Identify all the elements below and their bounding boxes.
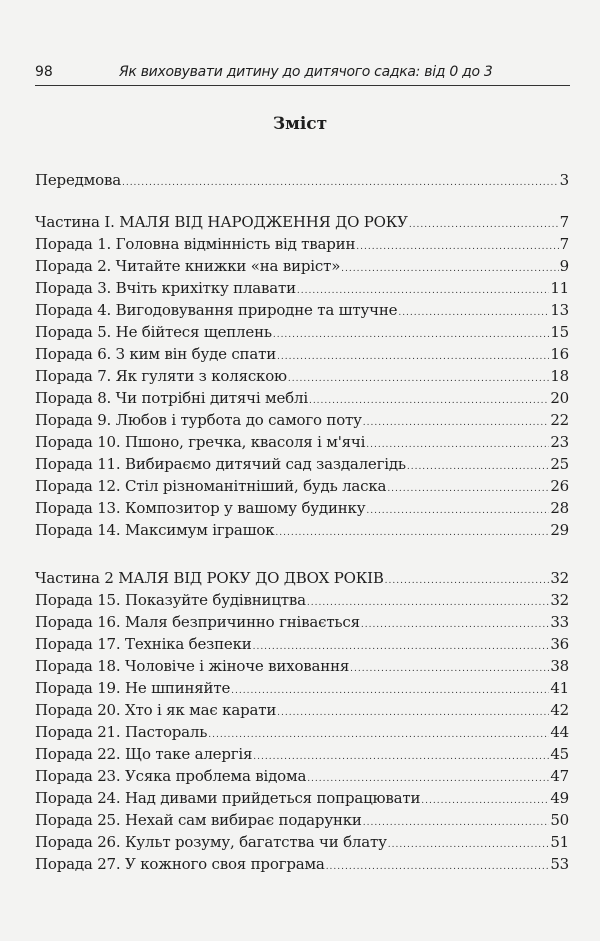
dot-leader [388,834,550,856]
toc-entry-title: Передмова [35,171,121,189]
toc-entry [35,567,569,589]
toc-entry [35,519,569,541]
toc-entry-title: Порада 18. Чоловіче і жіноче виховання [35,657,350,675]
toc-entry [35,255,569,277]
toc-entry-page: 42 [550,701,569,719]
toc-entry-page: 11 [550,279,569,297]
toc-entry-page: 28 [550,499,569,517]
dot-leader [356,236,558,258]
toc-entry-page: 32 [550,591,569,609]
toc-entry-title: Порада 12. Стіл різноманітніший, будь ласка [35,477,387,495]
toc-entry-page: 32 [550,569,569,587]
dot-leader [421,790,549,812]
page-number: 98 [35,64,53,80]
toc-entry-title: Порада 4. Вигодовування природне та штучне [35,301,398,319]
dot-leader [407,456,549,478]
dot-leader [231,680,549,702]
toc-entry [35,721,569,743]
toc-section-part-2 [35,567,569,875]
dot-leader [350,658,549,680]
toc-entry [35,321,569,343]
running-header [35,63,570,86]
toc-entry-page: 50 [550,811,569,829]
toc-entry-title: Порада 25. Нехай сам вибирає подарунки [35,811,362,829]
toc-entry-page: 47 [550,767,569,785]
toc-entry-title: Частина І. МАЛЯ ВІД НАРОДЖЕННЯ ДО РОКУ [35,213,408,231]
toc-entry-page: 51 [550,833,569,851]
toc-entry-page: 44 [550,723,569,741]
dot-leader [122,172,559,194]
dot-leader [277,346,549,368]
dot-leader [208,724,549,746]
toc-entry-page: 29 [550,521,569,539]
toc-entry [35,765,569,787]
dot-leader [363,812,550,834]
toc-entry [35,365,569,387]
dot-leader [363,412,550,434]
toc-entry-page: 25 [550,455,569,473]
dot-leader [361,614,549,636]
toc-entry-title: Порада 20. Хто і як має карати [35,701,277,719]
toc-entry-page: 36 [550,635,569,653]
toc-entry [35,743,569,765]
toc-entry-title: Порада 5. Не бійтеся щеплень [35,323,272,341]
toc-entry [35,475,569,497]
toc-entry [35,633,569,655]
toc-entry-title: Порада 2. Читайте книжки «на виріст» [35,257,341,275]
toc-entry [35,299,569,321]
toc-entry-title: Порада 1. Головна відмінність від тварин [35,235,356,253]
dot-leader [385,570,550,592]
toc-entry [35,677,569,699]
toc-section-preface [35,169,569,191]
toc-entry [35,497,569,519]
dot-leader [366,500,549,522]
dot-leader [288,368,549,390]
toc-entry-title: Порада 13. Композитор у вашому будинку [35,499,366,517]
dot-leader [341,258,558,280]
toc-entry-page: 7 [559,213,569,231]
toc-entry-title: Порада 7. Як гуляти з коляскою [35,367,287,385]
toc-entry-title: Частина 2 МАЛЯ ВІД РОКУ ДО ДВОХ РОКІВ [35,569,384,587]
toc-entry-page: 9 [559,257,569,275]
toc-entry-page: 13 [550,301,569,319]
toc-entry [35,611,569,633]
toc-entry [35,655,569,677]
toc-entry-page: 7 [559,235,569,253]
dot-leader [277,702,549,724]
toc-section-part-1 [35,211,569,541]
toc-entry [35,853,569,875]
dot-leader [409,214,559,236]
dot-leader [387,478,549,500]
toc-entry [35,211,569,233]
toc-entry-title: Порада 22. Що таке алергія [35,745,253,763]
toc-entry [35,831,569,853]
toc-entry [35,809,569,831]
toc-entry [35,453,569,475]
toc-entry-page: 18 [550,367,569,385]
toc-entry-title: Порада 27. У кожного своя програма [35,855,325,873]
toc-entry-title: Порада 23. Усяка проблема відома [35,767,307,785]
toc-entry-title: Порада 21. Пастораль [35,723,208,741]
toc-entry-title: Порада 10. Пшоно, гречка, квасоля і м'ячі [35,433,366,451]
toc-entry-title: Порада 15. Показуйте будівництва [35,591,306,609]
toc-entry-page: 23 [550,433,569,451]
toc-entry-title: Порада 16. Маля безпричинно гнівається [35,613,360,631]
toc-entry [35,409,569,431]
toc-entry-title: Порада 17. Техніка безпеки [35,635,252,653]
dot-leader [273,324,549,346]
toc-entry-title: Порада 19. Не шпиняйте [35,679,231,697]
dot-leader [398,302,549,324]
dot-leader [326,856,550,878]
toc-entry [35,387,569,409]
toc-entry-page: 53 [550,855,569,873]
toc-entry [35,233,569,255]
toc-entry-page: 49 [550,789,569,807]
toc-entry-title: Порада 24. Над дивами прийдеться попрацювати [35,789,421,807]
toc-entry-page: 16 [550,345,569,363]
toc-entry-title: Порада 6. З ким він буде спати [35,345,276,363]
toc-entry-page: 15 [550,323,569,341]
toc-entry [35,343,569,365]
toc-entry [35,787,569,809]
toc-entry-page: 38 [550,657,569,675]
toc-entry-page: 20 [550,389,569,407]
toc-entry [35,277,569,299]
toc-entry [35,699,569,721]
toc-title: Зміст [272,114,328,134]
toc-entry-title: Порада 14. Максимум іграшок [35,521,275,539]
toc-entry-page: 41 [550,679,569,697]
toc-entry-title: Порада 11. Вибираємо дитячий сад заздалегідь [35,455,406,473]
toc-entry-title: Порада 3. Вчіть крихітку плавати [35,279,296,297]
book-title: Як виховувати дитину до дитячого садка: від 0 до 3 [119,64,493,80]
dot-leader [275,522,549,544]
toc-entry [35,169,569,191]
toc-entry [35,431,569,453]
toc-entry-page: 45 [550,745,569,763]
toc-entry-page: 22 [550,411,569,429]
toc-entry-title: Порада 9. Любов і турбота до самого поту [35,411,362,429]
toc-entry-title: Порада 26. Культ розуму, багатства чи блату [35,833,387,851]
toc-entry-title: Порада 8. Чи потрібні дитячі меблі [35,389,308,407]
toc-entry-page: 33 [550,613,569,631]
toc-entry-page: 3 [559,171,569,189]
toc-entry-page: 26 [550,477,569,495]
toc-entry [35,589,569,611]
